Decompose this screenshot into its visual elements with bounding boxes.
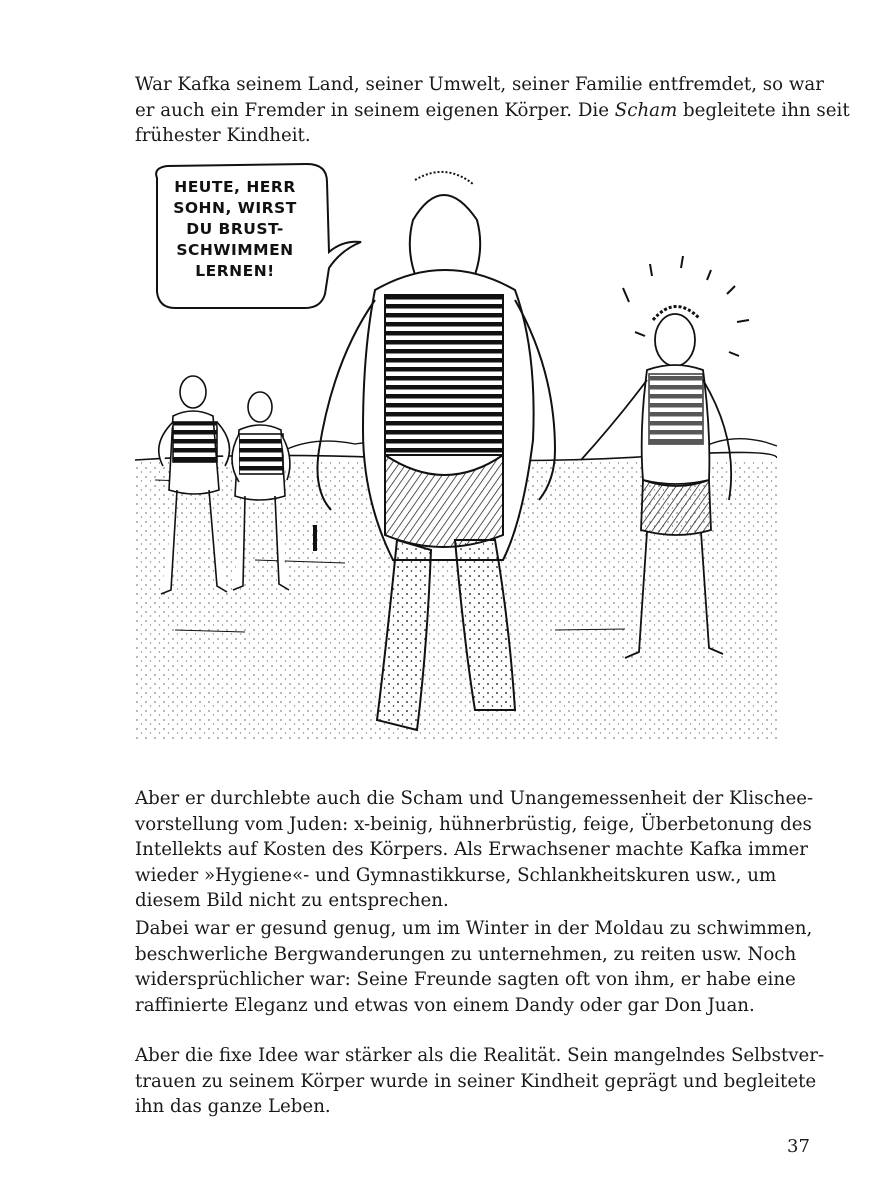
- body-paragraph-stereotype: [135, 786, 815, 914]
- text-segment: ihn das ganze Leben.: [135, 1096, 331, 1118]
- text-line: [135, 1094, 815, 1120]
- bubble-line-5: LERNEN!: [195, 262, 275, 280]
- text-segment: frühester Kindheit.: [135, 125, 311, 147]
- text-line: [135, 993, 815, 1019]
- text-segment: er auch ein Fremder in seinem eigenen Körper. Die: [135, 99, 615, 121]
- text-segment: beschwerliche Bergwanderungen zu unternehmen, zu reiten usw. Noch: [135, 943, 797, 965]
- text-segment: Dabei war er gesund genug, um im Winter in der Moldau zu schwimmen,: [135, 918, 813, 939]
- bubble-line-4: SCHWIMMEN: [176, 241, 294, 259]
- text-line: [135, 812, 815, 838]
- text-line: [135, 786, 815, 812]
- text-line: [135, 967, 815, 993]
- body-paragraph-health: [135, 916, 815, 1018]
- text-segment: War Kafka seinem Land, seiner Umwelt, seiner Familie entfremdet, so war: [135, 74, 824, 95]
- bubble-line-2: SOHN, WIRST: [173, 199, 297, 217]
- text-segment: vorstellung vom Juden: x-beinig, hühnerbrüstig, feige, Überbetonung des: [135, 813, 812, 835]
- intro-paragraph: [135, 72, 850, 149]
- text-segment: raffinierte Eleganz und etwas von einem Dandy oder gar Don Juan.: [135, 994, 755, 1016]
- speech-bubble: [156, 164, 361, 308]
- body-paragraph-fixed-idea: [135, 1043, 825, 1120]
- text-segment: Intellekts auf Kosten des Körpers. Als Erwachsener machte Kafka immer: [135, 839, 808, 861]
- text-segment: widersprüchlicher war: Seine Freunde sagten oft von ihm, er habe eine: [135, 969, 796, 991]
- text-line: [135, 888, 815, 914]
- text-segment: trauen zu seinem Körper wurde in seiner Kindheit geprägt und begleitete: [135, 1070, 817, 1092]
- text-line: [135, 863, 815, 889]
- text-segment: diesem Bild nicht zu entsprechen.: [135, 890, 449, 912]
- text-line: [135, 98, 850, 124]
- emphasis-text: Scham: [614, 99, 678, 121]
- text-line: [135, 1043, 825, 1069]
- page-number: 37: [787, 1136, 810, 1157]
- text-segment: wieder »Hygiene«- und Gymnastikkurse, Schlankheitskuren usw., um: [135, 864, 777, 886]
- text-line: [135, 72, 824, 98]
- text-line: [135, 1069, 815, 1095]
- bubble-line-3: DU BRUST-: [186, 220, 284, 238]
- text-segment: Aber er durchlebte auch die Scham und Unangemessenheit der Klischee-: [135, 788, 814, 809]
- text-segment: Aber die fixe Idee war stärker als die Realität. Sein mangelndes Selbstver-: [135, 1045, 825, 1066]
- bubble-line-1: HEUTE, HERR: [174, 178, 296, 196]
- text-segment: begleitete ihn seit: [677, 99, 850, 121]
- text-line: [135, 123, 815, 149]
- beach-illustration: [135, 160, 777, 740]
- text-line: [135, 916, 815, 942]
- text-line: [135, 942, 815, 968]
- text-line: [135, 837, 815, 863]
